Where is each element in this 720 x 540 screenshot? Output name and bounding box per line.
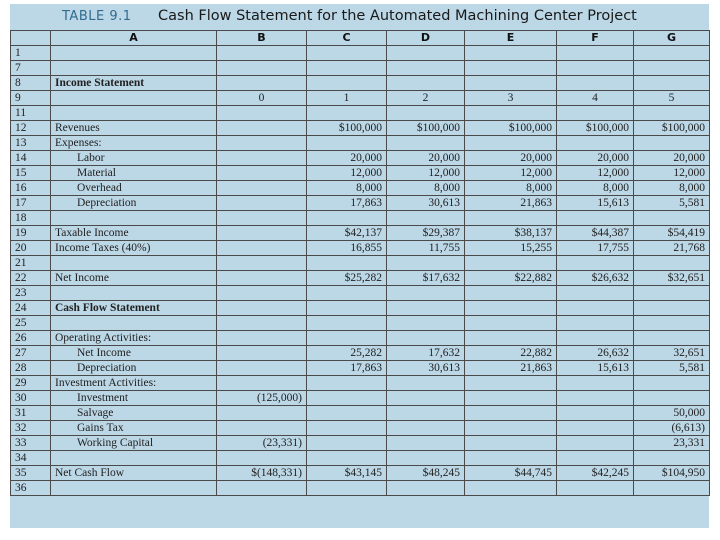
value-cell xyxy=(307,76,387,91)
row-number: 1 xyxy=(11,46,51,61)
value-cell xyxy=(465,76,557,91)
value-cell xyxy=(307,46,387,61)
value-cell: $104,950 xyxy=(634,466,710,481)
value-cell: $54,419 xyxy=(634,226,710,241)
value-cell xyxy=(465,256,557,271)
column-header: A xyxy=(51,31,217,46)
cash-flow-spreadsheet xyxy=(10,30,710,496)
row-number: 7 xyxy=(11,61,51,76)
value-cell xyxy=(387,106,465,121)
value-cell xyxy=(634,61,710,76)
value-cell xyxy=(634,451,710,466)
table-body xyxy=(11,46,710,496)
value-cell: 50,000 xyxy=(634,406,710,421)
row-label: Working Capital xyxy=(51,436,217,451)
value-cell: 1 xyxy=(307,91,387,106)
value-cell xyxy=(634,481,710,496)
column-header-row xyxy=(11,31,710,46)
value-cell xyxy=(307,436,387,451)
value-cell: 15,613 xyxy=(557,196,634,211)
value-cell: 30,613 xyxy=(387,361,465,376)
row-label: Net Cash Flow xyxy=(51,466,217,481)
value-cell xyxy=(465,481,557,496)
value-cell xyxy=(307,136,387,151)
value-cell xyxy=(557,46,634,61)
value-cell xyxy=(307,376,387,391)
row-number: 29 xyxy=(11,376,51,391)
value-cell: $22,882 xyxy=(465,271,557,286)
row-number: 35 xyxy=(11,466,51,481)
value-cell xyxy=(387,406,465,421)
value-cell xyxy=(307,106,387,121)
row-number: 27 xyxy=(11,346,51,361)
column-header: G xyxy=(634,31,710,46)
row-number: 21 xyxy=(11,256,51,271)
value-cell: $17,632 xyxy=(387,271,465,286)
value-cell: $48,245 xyxy=(387,466,465,481)
value-cell xyxy=(217,361,307,376)
row-label: Depreciation xyxy=(51,196,217,211)
value-cell: 20,000 xyxy=(634,151,710,166)
table-row xyxy=(11,91,710,106)
value-cell: (6,613) xyxy=(634,421,710,436)
value-cell: $100,000 xyxy=(307,121,387,136)
table-row xyxy=(11,466,710,481)
value-cell xyxy=(217,196,307,211)
row-label: Salvage xyxy=(51,406,217,421)
value-cell: 20,000 xyxy=(387,151,465,166)
row-label: Investment Activities: xyxy=(51,376,217,391)
value-cell xyxy=(465,316,557,331)
value-cell: $38,137 xyxy=(465,226,557,241)
value-cell xyxy=(387,451,465,466)
row-number: 26 xyxy=(11,331,51,346)
table-row xyxy=(11,136,710,151)
row-label xyxy=(51,211,217,226)
row-number: 18 xyxy=(11,211,51,226)
value-cell xyxy=(557,301,634,316)
value-cell xyxy=(307,61,387,76)
value-cell: $44,745 xyxy=(465,466,557,481)
value-cell xyxy=(217,421,307,436)
table-number: TABLE 9.1 xyxy=(62,9,132,24)
value-cell xyxy=(465,286,557,301)
row-label xyxy=(51,106,217,121)
value-cell xyxy=(634,286,710,301)
value-cell xyxy=(557,451,634,466)
value-cell: $32,651 xyxy=(634,271,710,286)
column-header: B xyxy=(217,31,307,46)
value-cell xyxy=(217,256,307,271)
value-cell xyxy=(557,406,634,421)
row-label: Revenues xyxy=(51,121,217,136)
row-label: Cash Flow Statement xyxy=(51,301,217,316)
value-cell: $26,632 xyxy=(557,271,634,286)
table-row xyxy=(11,256,710,271)
table-row xyxy=(11,241,710,256)
value-cell xyxy=(217,46,307,61)
row-label: Material xyxy=(51,166,217,181)
column-header: F xyxy=(557,31,634,46)
column-header: C xyxy=(307,31,387,46)
value-cell xyxy=(217,76,307,91)
value-cell xyxy=(465,451,557,466)
value-cell xyxy=(387,76,465,91)
value-cell: 17,863 xyxy=(307,196,387,211)
row-label xyxy=(51,91,217,106)
value-cell xyxy=(634,376,710,391)
row-label: Gains Tax xyxy=(51,421,217,436)
value-cell: 30,613 xyxy=(387,196,465,211)
value-cell xyxy=(307,421,387,436)
value-cell xyxy=(557,436,634,451)
value-cell xyxy=(634,46,710,61)
table-row xyxy=(11,301,710,316)
table-row xyxy=(11,181,710,196)
table-row xyxy=(11,406,710,421)
value-cell xyxy=(465,301,557,316)
table-row xyxy=(11,346,710,361)
row-number: 11 xyxy=(11,106,51,121)
value-cell: $100,000 xyxy=(557,121,634,136)
row-number: 19 xyxy=(11,226,51,241)
table-row xyxy=(11,196,710,211)
table-row xyxy=(11,211,710,226)
value-cell: 8,000 xyxy=(307,181,387,196)
value-cell xyxy=(217,181,307,196)
row-number: 31 xyxy=(11,406,51,421)
value-cell: 17,755 xyxy=(557,241,634,256)
value-cell: 20,000 xyxy=(557,151,634,166)
value-cell xyxy=(557,286,634,301)
value-cell xyxy=(557,211,634,226)
row-number: 28 xyxy=(11,361,51,376)
value-cell xyxy=(465,406,557,421)
table-row xyxy=(11,76,710,91)
value-cell xyxy=(217,346,307,361)
row-number: 30 xyxy=(11,391,51,406)
table-row xyxy=(11,421,710,436)
value-cell xyxy=(557,76,634,91)
value-cell xyxy=(465,61,557,76)
value-cell xyxy=(217,211,307,226)
table-row xyxy=(11,376,710,391)
value-cell: $(148,331) xyxy=(217,466,307,481)
table-row xyxy=(11,451,710,466)
value-cell xyxy=(465,136,557,151)
value-cell: 23,331 xyxy=(634,436,710,451)
value-cell: 12,000 xyxy=(634,166,710,181)
value-cell xyxy=(307,481,387,496)
value-cell xyxy=(465,106,557,121)
value-cell xyxy=(307,331,387,346)
value-cell xyxy=(557,61,634,76)
table-row xyxy=(11,436,710,451)
column-header: E xyxy=(465,31,557,46)
value-cell xyxy=(465,421,557,436)
value-cell xyxy=(387,256,465,271)
row-number: 14 xyxy=(11,151,51,166)
value-cell: $29,387 xyxy=(387,226,465,241)
value-cell: 8,000 xyxy=(557,181,634,196)
value-cell xyxy=(217,61,307,76)
row-number: 16 xyxy=(11,181,51,196)
value-cell xyxy=(217,316,307,331)
value-cell xyxy=(557,421,634,436)
row-label xyxy=(51,256,217,271)
value-cell xyxy=(387,46,465,61)
table-row xyxy=(11,226,710,241)
value-cell xyxy=(217,481,307,496)
row-label: Net Income xyxy=(51,271,217,286)
value-cell: 0 xyxy=(217,91,307,106)
value-cell xyxy=(307,286,387,301)
value-cell: 15,613 xyxy=(557,361,634,376)
table-row xyxy=(11,331,710,346)
table-figure xyxy=(10,4,709,528)
value-cell: $44,387 xyxy=(557,226,634,241)
value-cell: 8,000 xyxy=(634,181,710,196)
table-row xyxy=(11,481,710,496)
table-row xyxy=(11,121,710,136)
value-cell: 21,768 xyxy=(634,241,710,256)
table-row xyxy=(11,271,710,286)
value-cell xyxy=(387,136,465,151)
value-cell xyxy=(465,391,557,406)
value-cell xyxy=(387,421,465,436)
value-cell: 8,000 xyxy=(465,181,557,196)
table-row xyxy=(11,391,710,406)
row-number: 22 xyxy=(11,271,51,286)
value-cell xyxy=(387,286,465,301)
value-cell xyxy=(465,376,557,391)
table-row xyxy=(11,166,710,181)
value-cell: $100,000 xyxy=(387,121,465,136)
row-number: 24 xyxy=(11,301,51,316)
value-cell: 21,863 xyxy=(465,196,557,211)
value-cell xyxy=(557,481,634,496)
table-row xyxy=(11,286,710,301)
row-label: Income Statement xyxy=(51,76,217,91)
value-cell: 3 xyxy=(465,91,557,106)
value-cell: 5,581 xyxy=(634,196,710,211)
value-cell xyxy=(634,331,710,346)
value-cell xyxy=(387,331,465,346)
table-row xyxy=(11,316,710,331)
row-label xyxy=(51,316,217,331)
value-cell xyxy=(465,331,557,346)
value-cell xyxy=(217,121,307,136)
row-number: 34 xyxy=(11,451,51,466)
value-cell: (23,331) xyxy=(217,436,307,451)
table-caption xyxy=(10,4,709,30)
value-cell xyxy=(307,256,387,271)
value-cell: 12,000 xyxy=(465,166,557,181)
value-cell xyxy=(634,391,710,406)
value-cell xyxy=(307,406,387,421)
column-header: D xyxy=(387,31,465,46)
value-cell: 12,000 xyxy=(387,166,465,181)
value-cell xyxy=(634,106,710,121)
value-cell: 26,632 xyxy=(557,346,634,361)
value-cell: 2 xyxy=(387,91,465,106)
value-cell xyxy=(217,406,307,421)
table-title: Cash Flow Statement for the Automated Machining Center Project xyxy=(158,8,637,24)
row-number: 33 xyxy=(11,436,51,451)
value-cell: $100,000 xyxy=(465,121,557,136)
value-cell: 21,863 xyxy=(465,361,557,376)
value-cell xyxy=(557,256,634,271)
value-cell xyxy=(387,436,465,451)
value-cell xyxy=(465,436,557,451)
row-number: 32 xyxy=(11,421,51,436)
table-row xyxy=(11,361,710,376)
value-cell xyxy=(387,301,465,316)
row-label xyxy=(51,286,217,301)
value-cell xyxy=(217,271,307,286)
row-label: Income Taxes (40%) xyxy=(51,241,217,256)
row-label: Overhead xyxy=(51,181,217,196)
value-cell: 17,632 xyxy=(387,346,465,361)
value-cell xyxy=(387,391,465,406)
value-cell: (125,000) xyxy=(217,391,307,406)
value-cell: $43,145 xyxy=(307,466,387,481)
row-number: 20 xyxy=(11,241,51,256)
value-cell: 20,000 xyxy=(465,151,557,166)
row-number: 23 xyxy=(11,286,51,301)
value-cell: $42,245 xyxy=(557,466,634,481)
value-cell xyxy=(387,211,465,226)
value-cell xyxy=(217,136,307,151)
row-label: Taxable Income xyxy=(51,226,217,241)
value-cell xyxy=(634,316,710,331)
value-cell xyxy=(217,241,307,256)
value-cell xyxy=(217,286,307,301)
value-cell: 8,000 xyxy=(387,181,465,196)
row-number: 8 xyxy=(11,76,51,91)
value-cell xyxy=(217,331,307,346)
row-number: 17 xyxy=(11,196,51,211)
row-label xyxy=(51,481,217,496)
value-cell: 22,882 xyxy=(465,346,557,361)
value-cell xyxy=(634,76,710,91)
value-cell: 5 xyxy=(634,91,710,106)
row-label xyxy=(51,451,217,466)
value-cell xyxy=(217,106,307,121)
value-cell xyxy=(387,481,465,496)
value-cell: $25,282 xyxy=(307,271,387,286)
row-number: 9 xyxy=(11,91,51,106)
value-cell: 32,651 xyxy=(634,346,710,361)
value-cell: 17,863 xyxy=(307,361,387,376)
value-cell xyxy=(387,376,465,391)
value-cell xyxy=(634,211,710,226)
table-row xyxy=(11,61,710,76)
value-cell: 4 xyxy=(557,91,634,106)
value-cell: 5,581 xyxy=(634,361,710,376)
value-cell xyxy=(634,256,710,271)
row-label: Operating Activities: xyxy=(51,331,217,346)
value-cell xyxy=(634,301,710,316)
row-number: 12 xyxy=(11,121,51,136)
row-label xyxy=(51,46,217,61)
value-cell xyxy=(307,301,387,316)
row-label xyxy=(51,61,217,76)
value-cell xyxy=(557,376,634,391)
value-cell: 25,282 xyxy=(307,346,387,361)
value-cell xyxy=(465,211,557,226)
value-cell: $100,000 xyxy=(634,121,710,136)
value-cell xyxy=(387,61,465,76)
value-cell xyxy=(387,316,465,331)
table-row xyxy=(11,151,710,166)
value-cell xyxy=(557,391,634,406)
value-cell xyxy=(217,166,307,181)
row-number: 36 xyxy=(11,481,51,496)
value-cell xyxy=(557,106,634,121)
value-cell xyxy=(307,211,387,226)
row-number: 25 xyxy=(11,316,51,331)
value-cell: 15,255 xyxy=(465,241,557,256)
value-cell xyxy=(217,226,307,241)
row-label: Net Income xyxy=(51,346,217,361)
row-number: 15 xyxy=(11,166,51,181)
row-number: 13 xyxy=(11,136,51,151)
value-cell xyxy=(465,46,557,61)
value-cell: $42,137 xyxy=(307,226,387,241)
value-cell xyxy=(217,376,307,391)
value-cell xyxy=(557,316,634,331)
row-label: Depreciation xyxy=(51,361,217,376)
value-cell xyxy=(217,301,307,316)
corner-cell xyxy=(11,31,51,46)
value-cell xyxy=(217,451,307,466)
value-cell xyxy=(557,331,634,346)
value-cell: 20,000 xyxy=(307,151,387,166)
row-label: Investment xyxy=(51,391,217,406)
value-cell xyxy=(307,451,387,466)
value-cell xyxy=(557,136,634,151)
value-cell: 12,000 xyxy=(307,166,387,181)
value-cell xyxy=(217,151,307,166)
row-label: Expenses: xyxy=(51,136,217,151)
value-cell: 16,855 xyxy=(307,241,387,256)
value-cell xyxy=(307,391,387,406)
table-row xyxy=(11,106,710,121)
value-cell xyxy=(307,316,387,331)
table-row xyxy=(11,46,710,61)
value-cell xyxy=(634,136,710,151)
value-cell: 11,755 xyxy=(387,241,465,256)
row-label: Labor xyxy=(51,151,217,166)
value-cell: 12,000 xyxy=(557,166,634,181)
